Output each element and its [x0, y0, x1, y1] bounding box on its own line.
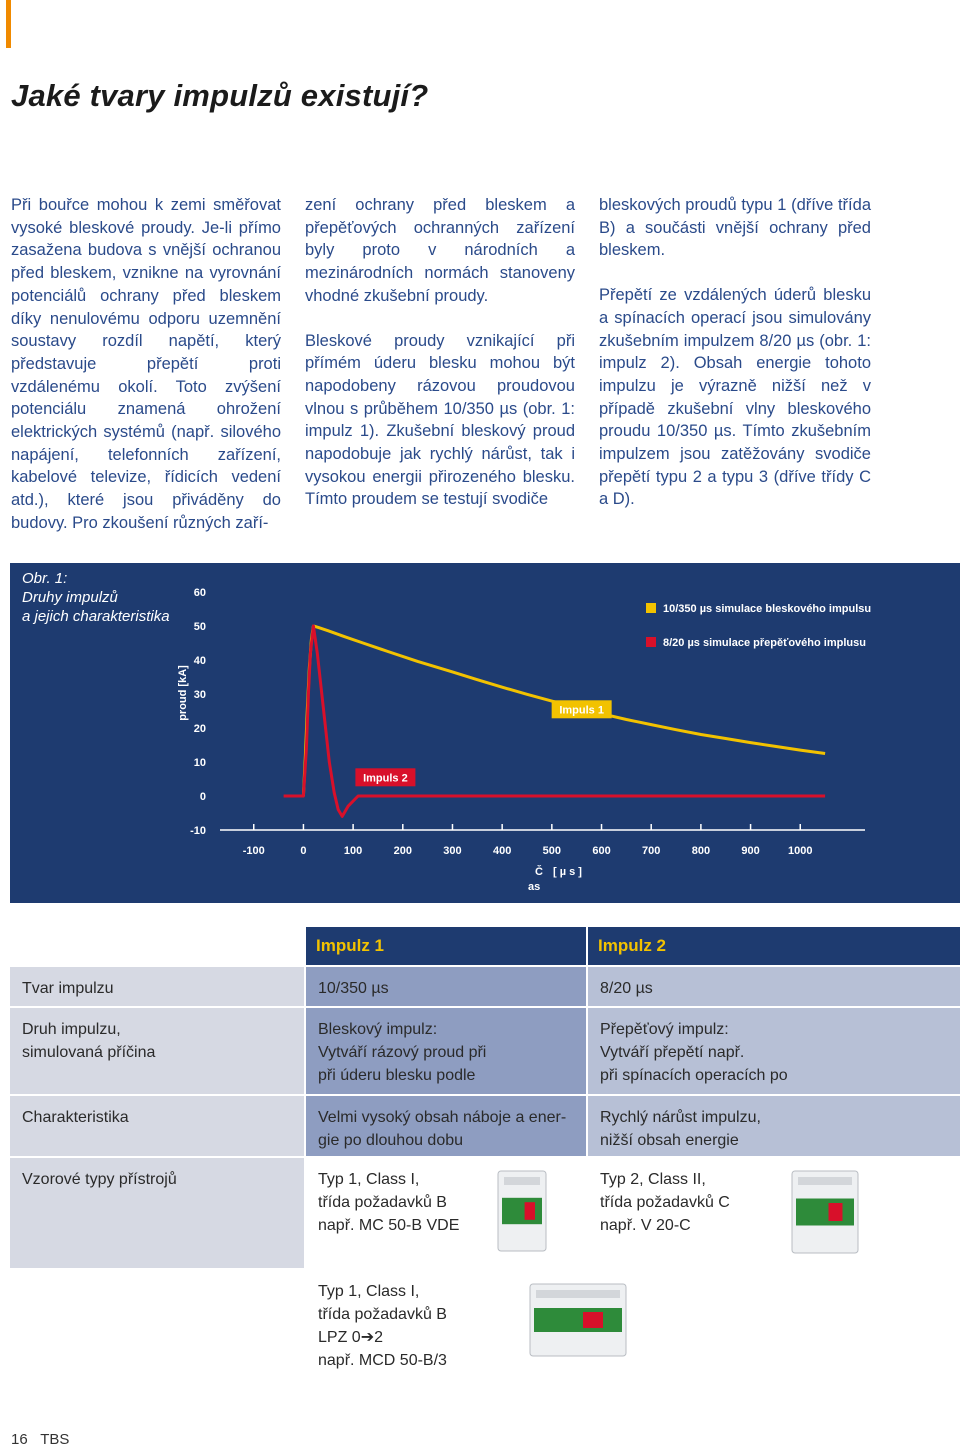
x-axis-label: as [528, 881, 541, 893]
x-tick-label: 900 [741, 845, 760, 857]
cell-text: 10/350 µs [318, 980, 389, 997]
legend-swatch [646, 637, 656, 647]
y-tick-label: 10 [193, 757, 206, 769]
cell-text: Vzorové typy přístrojů [22, 1171, 177, 1188]
footer-brand: TBS [40, 1431, 70, 1448]
impulz-2-cell [588, 1008, 960, 1094]
row-label [10, 1270, 304, 1380]
impulz-2-cell [588, 1158, 960, 1268]
caption-line: Druhy impulzů [22, 589, 118, 606]
impulz-1-cell [306, 1096, 586, 1156]
cell-text: gie po dlouhou dobu [318, 1132, 464, 1149]
cell-text: Bleskový impulz: [318, 1021, 438, 1038]
x-tick-label: 400 [492, 845, 512, 857]
y-tick-label: 20 [193, 723, 206, 735]
y-tick-label: 40 [193, 655, 206, 667]
row-label [10, 1096, 304, 1156]
cell-text: např. MCD 50-B/3 [318, 1352, 447, 1369]
surge-arrester-v20c-image [790, 1167, 860, 1257]
cell-text: např. V 20-C [600, 1217, 691, 1234]
impulz-2-cell [588, 1096, 960, 1156]
header-label: Impulz 2 [598, 936, 667, 955]
x-tick-label: 1000 [788, 845, 813, 857]
x-tick-label: 300 [443, 845, 462, 857]
cell-text: Druh impulzu, [22, 1021, 121, 1038]
page-number: 16 [11, 1431, 28, 1448]
cell-text: třída požadavků C [600, 1194, 730, 1211]
header-label: Impulz 1 [316, 936, 385, 955]
impulz-2-cell [588, 1270, 960, 1380]
cell-text: Typ 1, Class I, [318, 1283, 420, 1300]
row-label [10, 1158, 304, 1268]
cell-text: nižší obsah energie [600, 1132, 739, 1149]
row-label [10, 1008, 304, 1094]
x-tick-label: 700 [642, 845, 661, 857]
cell-text: např. MC 50-B VDE [318, 1217, 460, 1234]
table-row [10, 967, 960, 1006]
annotation-label: Impuls 2 [363, 772, 408, 785]
accent-bar [6, 0, 11, 48]
paragraph: Při bouřce mohou k zemi směřovat vysoké bleskové proudy. Je-li přímo zasažena budova s vnější ochranou před bleskem, vznikne na vyrovnání potenciálů ochrany před bleskem díky nenulovému odporu uzemnění soustavy rozdíl napětí, který představuje přepětí proti vzdálenému okolí. Toto zvýšení potenciálu znamená ohrožení elektrických systémů (např. silového napájení, telefonních zařízení, kabelové televize, řídicích vedení atd.), které jsou přiváděny do budovy. Pro zkoušení různých zaří- [11, 196, 281, 532]
series-line-2 [284, 626, 826, 816]
caption-line: a jejich charakteristika [22, 608, 170, 625]
cell-text: Vytváří přepětí např. [600, 1044, 745, 1061]
paragraph: Bleskové proudy vznikající při přímém úderu blesku mohou být napodobeny rázovou proudovou vlnou s průběhem 10/350 µs (obr. 1: impulz 1). Zkušební bleskový proud napodobuje jak rychlý nárůst, tak i vysokou energii přirozeného blesku. Tímto proudem se testují svodiče [305, 331, 575, 509]
table-row [10, 1096, 960, 1156]
y-tick-label: 60 [193, 587, 206, 599]
page-title: Jaké tvary impulzů existují? [11, 78, 429, 113]
x-tick-label: 0 [300, 845, 307, 857]
cell-text: třída požadavků B [318, 1306, 447, 1323]
table-row [10, 1270, 960, 1380]
impulse-chart-figure [10, 563, 960, 903]
cell-text: Velmi vysoký obsah náboje a ener- [318, 1109, 567, 1126]
y-tick-label: 30 [193, 689, 206, 701]
text-column-3 [599, 194, 871, 533]
figure-caption [22, 569, 170, 626]
cell-text: Typ 1, Class I, [318, 1171, 420, 1188]
x-tick-label: -100 [242, 845, 265, 857]
cell-text: Vytváří rázový proud při [318, 1044, 487, 1061]
impulz-1-cell [306, 1008, 586, 1094]
x-axis-label: Č [535, 866, 543, 878]
y-tick-label: -10 [190, 825, 206, 837]
table-header-impulz-2 [588, 927, 960, 965]
table-row [10, 1008, 960, 1094]
paragraph: Přepětí ze vzdálených úderů blesku a spínacích operací jsou simulovány zkušebním impulzem 8/20 µs (obr. 1: impulz 2). Obsah energie tohoto impulzu je výrazně nižší než v případě zkušební vlny bleskového proudu 10/350 µs. Tímto zkušebním impulzem jsou zatěžovány svodiče přepětí typu 2 a typu 3 (dříve třídy C a D). [599, 286, 871, 509]
legend-label: 10/350 µs simulace bleskového impulsu [663, 603, 872, 615]
impulz-2-cell [588, 967, 960, 1006]
surge-arrester-mc50b-image [496, 1167, 548, 1255]
cell-text: simulovaná příčina [22, 1044, 156, 1061]
text-column-1 [11, 194, 281, 557]
y-axis-label: proud [kA] [177, 665, 189, 721]
surge-arrester-mcd50b3-image [528, 1280, 628, 1360]
page-footer [11, 1431, 69, 1448]
cell-text: Přepěťový impulz: [600, 1021, 729, 1038]
caption-line: Obr. 1: [22, 570, 68, 587]
legend-swatch [646, 603, 656, 613]
cell-text: Rychlý nárůst impulzu, [600, 1109, 761, 1126]
impulz-1-cell [306, 967, 586, 1006]
y-tick-label: 50 [193, 621, 206, 633]
x-tick-label: 100 [343, 845, 363, 857]
cell-text: třída požadavků B [318, 1194, 447, 1211]
annotation-label: Impuls 1 [559, 704, 604, 717]
cell-text: Typ 2, Class II, [600, 1171, 706, 1188]
cell-text: Tvar impulzu [22, 980, 114, 997]
row-label [10, 967, 304, 1006]
text-column-2 [305, 194, 575, 533]
cell-text: při úderu blesku podle [318, 1067, 476, 1084]
cell-text: Charakteristika [22, 1109, 129, 1126]
table-header-impulz-1 [306, 927, 586, 965]
paragraph: zení ochrany před bleskem a přepěťových ochranných zařízení byly proto v národních a mezinárodních normách stanoveny vhodné zkušební proudy. [305, 196, 575, 305]
x-axis-unit: [ µ s ] [553, 866, 582, 878]
x-tick-label: 500 [542, 845, 562, 857]
legend-label: 8/20 µs simulace přepěťového implusu [663, 637, 866, 649]
cell-text: 8/20 µs [600, 980, 653, 997]
paragraph: bleskových proudů typu 1 (dříve třída B) a součásti vnější ochrany před bleskem. [599, 196, 871, 260]
x-tick-label: 200 [393, 845, 412, 857]
cell-text: LPZ 0➔2 [318, 1329, 383, 1346]
cell-text: při spínacích operacích po [600, 1067, 788, 1084]
x-tick-label: 600 [592, 845, 611, 857]
y-tick-label: 0 [199, 791, 206, 803]
x-tick-label: 800 [691, 845, 711, 857]
